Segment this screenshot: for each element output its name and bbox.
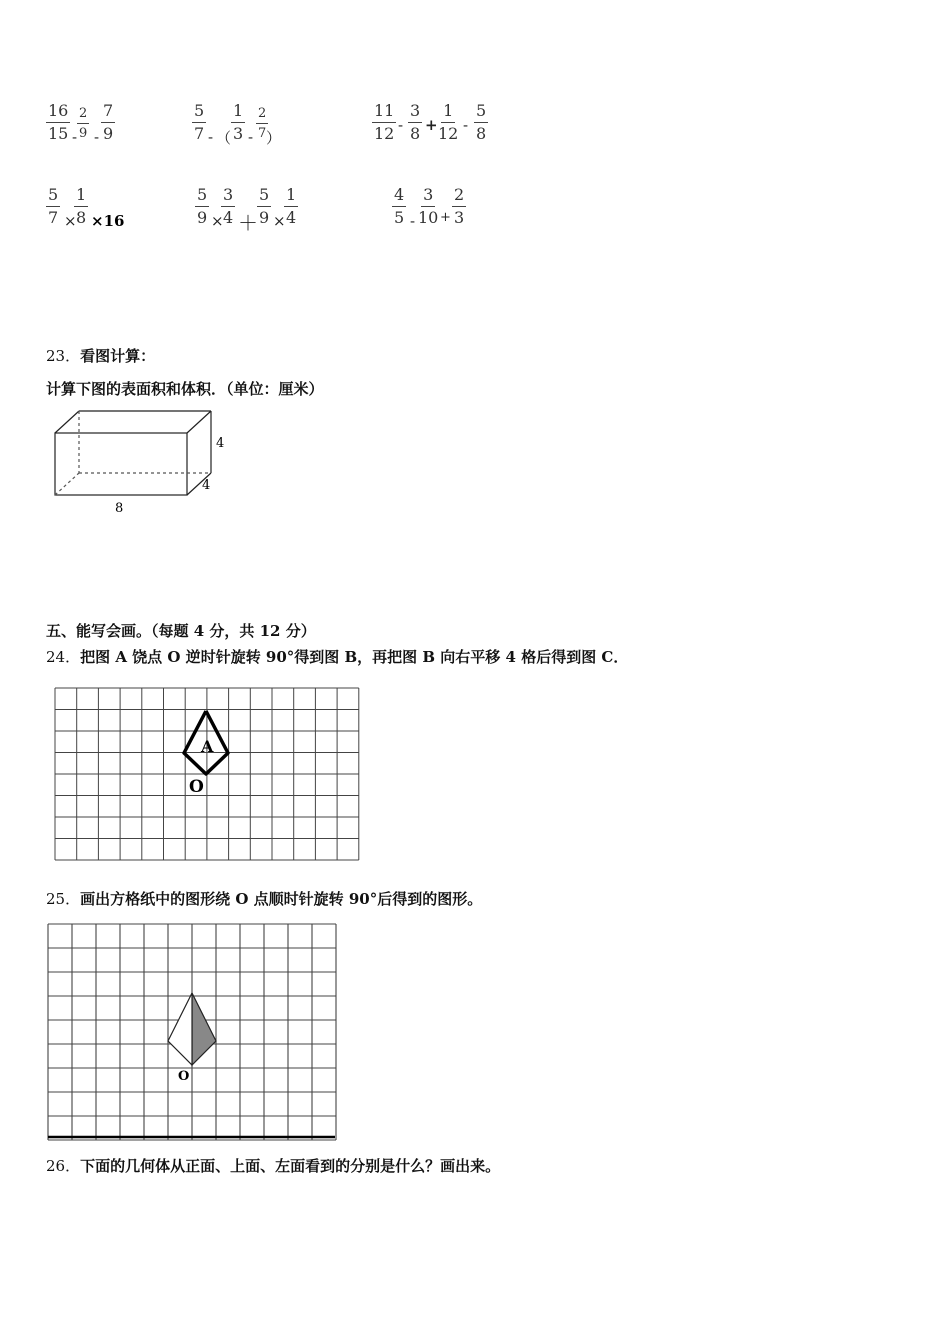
left-paren: （ [216,129,232,147]
label-a: A [201,737,214,756]
fraction: $\frac{5}{7}$ [48,185,59,227]
fraction: $\frac{1}{12}$ [438,101,459,143]
minus-sign: - [94,128,100,146]
grid-24 [50,684,362,866]
plus-sign: + [425,116,438,134]
times-16: ×16 [91,212,125,230]
height-label: 4 [216,436,225,451]
section-5-title: 五、能写会画。（每题 4 分，共 12 分） [46,622,316,640]
minus-sign: - [208,128,214,146]
minus-sign: - [410,212,416,230]
shaded-triangle [192,993,216,1065]
times-sign: × [273,212,286,230]
question-25-text: 25．画出方格纸中的图形绕 O 点顺时针旋转 90°后得到的图形。 [46,890,483,908]
label-o: O [178,1069,190,1084]
fraction: $\frac{1}{3}$ [233,101,244,143]
fraction: $\frac{3}{10}$ [418,185,439,227]
fraction: $\frac{5}{9}$ [197,185,208,227]
width-label: 4 [202,478,211,493]
fraction: $\frac{1}{4}$ [286,185,297,227]
question-23-instruction: 计算下图的表面积和体积．（单位：厘米） [46,380,324,398]
fraction: $\frac{5}{8}$ [476,101,487,143]
fraction: $\frac{1}{8}$ [76,185,87,227]
grid-25 [44,920,340,1142]
minus-sign: - [398,116,404,134]
right-paren: ） [266,129,282,147]
minus-sign: - [463,116,469,134]
times-sign: × [64,212,77,230]
plus-sign: ＋ [238,211,258,235]
label-o: O [189,777,204,797]
fraction: $\frac{3}{8}$ [410,101,421,143]
fraction: $\frac{16}{15}$ [48,101,69,143]
open-triangle [168,993,192,1065]
plus-sign: + [440,210,451,225]
cuboid-figure [40,400,240,520]
fraction: $\frac{3}{4}$ [223,185,234,227]
fraction: $\frac{2}{7}$ [258,106,267,141]
question-23-heading: 23．看图计算： [46,347,156,365]
question-26-text: 26．下面的几何体从正面、上面、左面看到的分别是什么？画出来。 [46,1157,501,1175]
fraction: $\frac{11}{12}$ [374,101,395,143]
fraction: $\frac{5}{9}$ [259,185,270,227]
minus-sign: - [72,128,78,146]
fraction: $\frac{7}{9}$ [103,101,114,143]
times-sign: × [211,212,224,230]
fraction: $\frac{2}{9}$ [79,106,88,141]
fraction: $\frac{4}{5}$ [394,185,405,227]
fraction: $\frac{2}{3}$ [454,185,465,227]
length-label: 8 [115,501,124,516]
question-24-text: 24．把图 A 饶点 O 逆时针旋转 90°得到图 B，再把图 B 向右平移 4 格后得到图 C． [46,648,629,666]
minus-sign: - [248,128,254,146]
fraction: $\frac{5}{7}$ [194,101,205,143]
